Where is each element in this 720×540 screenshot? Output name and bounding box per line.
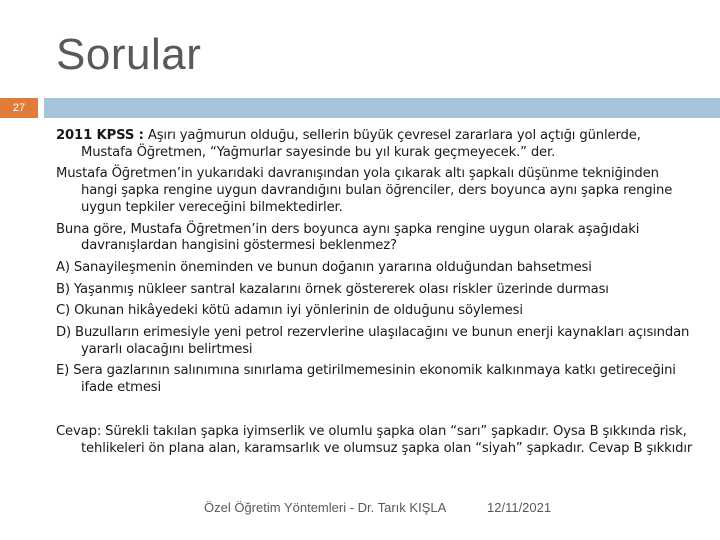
option-e: E) Sera gazlarının salınımına sınırlama getirilmemesinin ekonomik kalkınmaya katkı getireceğini ifade etmesi bbox=[56, 363, 676, 396]
option-b: B) Yaşanmış nükleer santral kazalarını örnek göstererek olası riskler üzerinde durması bbox=[56, 281, 609, 297]
question-paragraph: Mustafa Öğretmen’in yukarıdaki davranışından yola çıkarak altı şapkalı düşünme tekniğinden hangi şapka rengine uygun davrandığını bulan öğrenciler, ders boyunca aynı şapka rengine uygun tepkiler vereceğini bilmektedirler. bbox=[56, 166, 673, 215]
slide-content bbox=[56, 128, 696, 462]
footer-course: Özel Öğretim Yöntemleri - Dr. Tarık KIŞLA bbox=[204, 500, 447, 515]
slide-title: Sorular bbox=[56, 30, 202, 79]
slide-number-badge: 27 bbox=[0, 98, 38, 118]
question-stem: Buna göre, Mustafa Öğretmen’in ders boyunca aynı şapka rengine uygun olarak aşağıdaki davranışlardan hangisini göstermesi beklenmez? bbox=[56, 221, 640, 254]
option-a: A) Sanayileşmenin öneminden ve bunun doğanın yararına olduğundan bahsetmesi bbox=[56, 259, 592, 275]
question-paragraph: Aşırı yağmurun olduğu, sellerin büyük çevresel zararlara yol açtığı günlerde, Mustafa Öğretmen, “Yağmurlar sayesinde bu yıl kurak geçmeyecek.” der. bbox=[81, 128, 641, 160]
option-d: D) Buzulların erimesiyle yeni petrol rezervlerine ulaşılacağını ve bunun enerji kaynakları açısından yararlı olacağını belirtmesi bbox=[56, 325, 690, 357]
answer-text: Cevap: Sürekli takılan şapka iyimserlik ve olumlu şapka olan “sarı” şapkadır. Oysa B şıkkında risk, tehlikeleri ön plana alan, karamsarlık ve olumsuz şapka olan “siyah” şapkadır. Cevap B şıkkıdır bbox=[56, 423, 693, 456]
footer bbox=[0, 500, 720, 518]
spacer bbox=[56, 402, 696, 424]
header-bar bbox=[0, 98, 720, 118]
option-c: C) Okunan hikâyedeki kötü adamın iyi yönlerinin de olduğunu söylemesi bbox=[56, 303, 523, 319]
question-intro bbox=[56, 128, 696, 161]
question-source: 2011 KPSS : bbox=[56, 128, 144, 143]
footer-date: 12/11/2021 bbox=[487, 500, 552, 515]
header-accent-bar bbox=[44, 98, 720, 118]
